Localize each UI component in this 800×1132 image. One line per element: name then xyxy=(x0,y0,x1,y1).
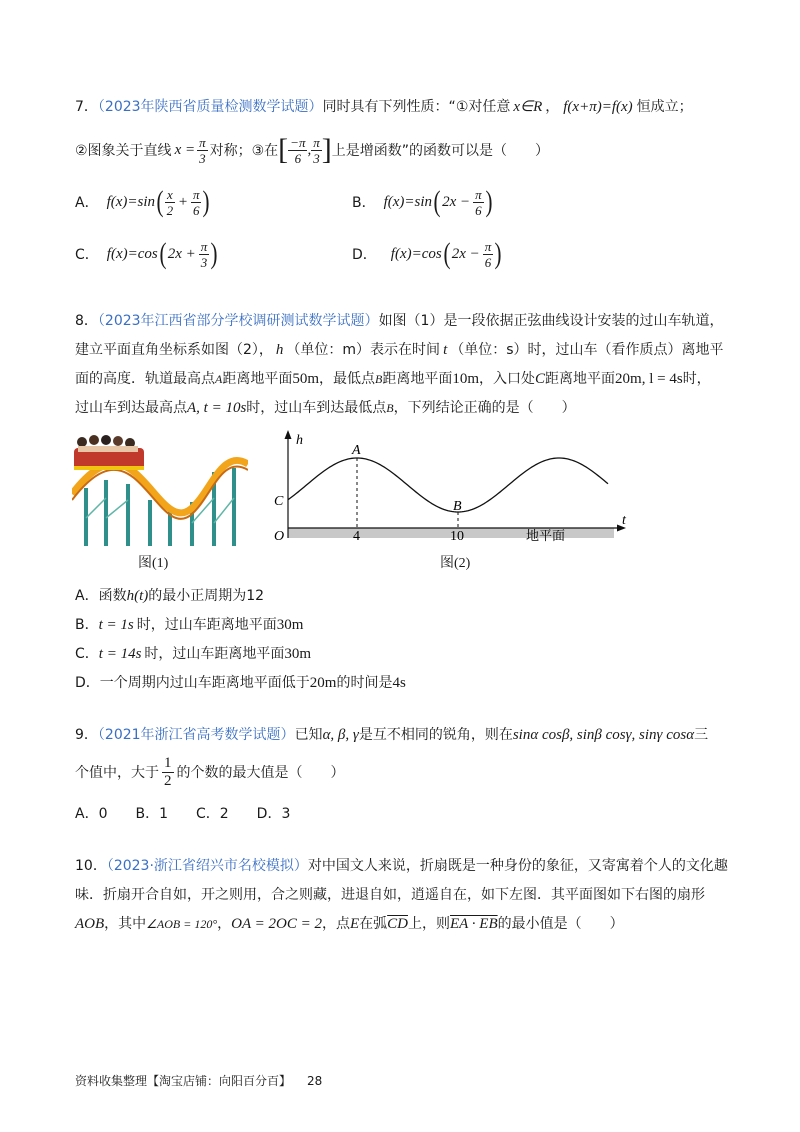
figure-2-caption: 图(2) xyxy=(440,556,471,571)
q7-option-a[interactable]: A． f(x)=sin ( $\frac{x}{2}$ + $\frac{\pi}{6}$ ) xyxy=(75,185,210,218)
label-origin: O xyxy=(274,529,285,544)
footer-text: 资料收集整理【淘宝店铺：向阳百分百】 xyxy=(75,1074,292,1088)
q8-line4: 过山车到达最高点A, t = 10s时，过山车到达最低点B，下列结论正确的是（ ） xyxy=(75,400,576,416)
q8-option-d[interactable]: D．一个周期内过山车距离地平面低于20m的时间是4s xyxy=(75,675,406,691)
q8-option-b[interactable]: B．t = 1s 时，过山车距离地平面30m xyxy=(75,617,304,633)
q9-options[interactable]: A．0 B．1 C．2 D．3 xyxy=(75,806,291,822)
sine-curve xyxy=(288,458,608,512)
label-a: A xyxy=(352,443,361,458)
q10-line1: 10．（2023·浙江省绍兴市名校模拟）对中国文人来说，折扇既是一种身份的象征，又寄寓着个人的文化趣 xyxy=(75,858,728,874)
label-b: B xyxy=(453,499,462,514)
q8-option-a[interactable]: A．函数h(t)的最小正周期为12 xyxy=(75,588,265,604)
q10-line3: AOB，其中∠AOB = 120°，OA = 2OC = 2，点E在弧$\overline{CD}$上，则EA · EB的最小值是（ ） xyxy=(75,916,624,932)
tick-4: 4 xyxy=(353,529,360,544)
q8-option-c[interactable]: C．t = 14s 时，过山车距离地平面30m xyxy=(75,646,312,662)
q9-line1: 9．（2021年浙江省高考数学试题）已知α, β, γ是互不相同的锐角，则在sinα cosβ, sinβ cosγ, sinγ cosα三 xyxy=(75,727,709,743)
page-footer xyxy=(75,1072,322,1089)
q10-source: （2023·浙江省绍兴市名校模拟） xyxy=(106,858,308,874)
q7-source: （2023年陕西省质量检测数学试题） xyxy=(97,99,323,115)
q8-line3: 面的高度．轨道最高点A距离地平面50m，最低点B距离地平面10m，入口处C距离地平面20m, l = 4s时， xyxy=(75,371,711,387)
roller-coaster-photo xyxy=(72,428,248,550)
page-number: 28 xyxy=(307,1074,323,1088)
label-c: C xyxy=(274,494,284,509)
tick-10: 10 xyxy=(450,529,464,544)
q9-source: （2021年浙江省高考数学试题） xyxy=(97,727,295,743)
q10-number: 10． xyxy=(75,858,107,874)
q7-line2: ②图象关于直线 x = $\frac{\pi}{3}$ 对称；③在 [ $\frac{-\pi}{6}$ , $\frac{\pi}{3}$ ] 上是增函数”的函数可以是（ ） xyxy=(75,133,549,166)
q8-source: （2023年江西省部分学校调研测试数学试题） xyxy=(97,313,379,329)
label-t: t xyxy=(622,513,626,528)
q7-number: 7． xyxy=(75,99,98,115)
q9-line2: 个值中，大于 $\frac{1}{2}$ 的个数的最大值是（ ） xyxy=(75,754,345,789)
q8-number: 8． xyxy=(75,313,98,329)
figure-1-caption: 图(1) xyxy=(138,556,169,571)
h-axis-arrow xyxy=(285,430,292,439)
q7-option-b[interactable]: B． f(x)=sin ( 2x − $\frac{\pi}{6}$ ) xyxy=(352,185,493,218)
q9-number: 9． xyxy=(75,727,98,743)
q10-line2: 味．折扇开合自如，开之则用，合之则藏，进退自如，逍遥自在，如下左图．其平面图如下右图的扇形 xyxy=(75,887,705,903)
q7-option-d[interactable]: D． f(x)=cos ( 2x − $\frac{\pi}{6}$ ) xyxy=(352,237,502,270)
ground-label: 地平面 xyxy=(526,529,566,544)
sine-height-graph xyxy=(270,428,640,548)
q8-line2: 建立平面直角坐标系如图（2）， h （单位：m）表示在时间 t （单位：s）时，过山车（看作质点）离地平 xyxy=(75,342,724,358)
q7-option-c[interactable]: C． f(x)=cos ( 2x + $\frac{\pi}{3}$ ) xyxy=(75,237,218,270)
q8-line1: 8．（2023年江西省部分学校调研测试数学试题）如图（1）是一段依据正弦曲线设计安装的过山车轨道， xyxy=(75,313,724,329)
label-h: h xyxy=(296,433,303,448)
q7-line1: 7．（2023年陕西省质量检测数学试题）同时具有下列性质：“①对任意 x∈R ， f(x+π)=f(x) 恒成立； xyxy=(75,99,693,115)
